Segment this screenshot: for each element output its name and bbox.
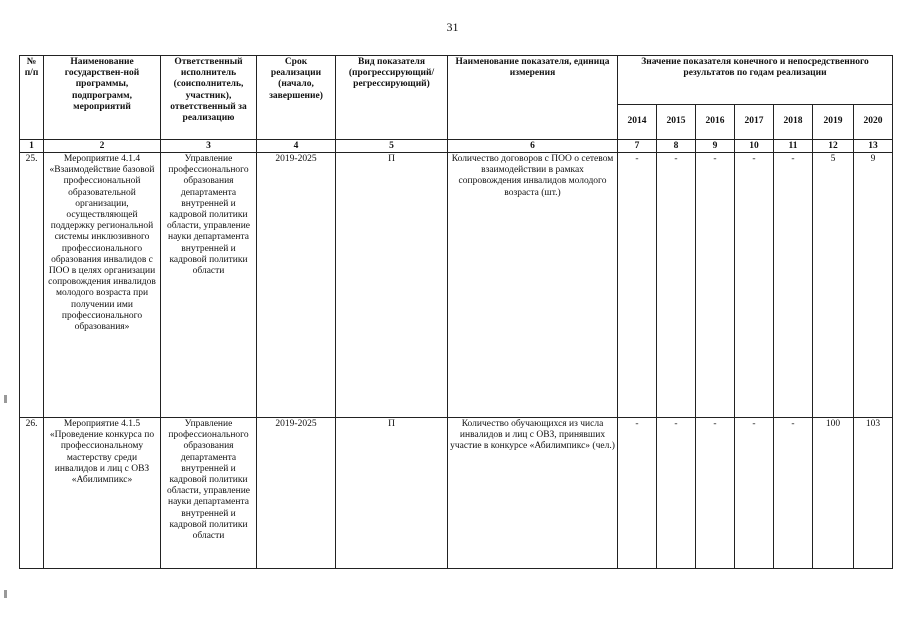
column-number: 9: [696, 140, 735, 153]
period: 2019-2025: [257, 153, 336, 418]
value-2015: -: [657, 418, 696, 569]
executor: Управление профессионального образования департамента внутренней и кадровой политики области, управление науки департамента внутренней и кадровой политики области: [161, 153, 257, 418]
column-number: 8: [657, 140, 696, 153]
value-2018: -: [774, 153, 813, 418]
value-2016: -: [696, 418, 735, 569]
period: 2019-2025: [257, 418, 336, 569]
column-number-row: [20, 140, 893, 153]
value-2018: -: [774, 418, 813, 569]
column-number: 3: [161, 140, 257, 153]
header-year: 2019: [813, 105, 854, 140]
measure-name: Мероприятие 4.1.4 «Взаимодействие базовой профессиональной образовательной организации, осуществляющей поддержку региональной системы инклюзивного профессионального образования инвалидов с ПОО в целях организации сопровождения инвалидов молодого возраста при получении ими профессионального образования»: [44, 153, 161, 418]
value-2016: -: [696, 153, 735, 418]
column-number: 13: [854, 140, 893, 153]
value-2020: 103: [854, 418, 893, 569]
binding-mark: [4, 590, 7, 598]
header-year: 2017: [735, 105, 774, 140]
value-2015: -: [657, 153, 696, 418]
value-2017: -: [735, 153, 774, 418]
row-number: 26.: [20, 418, 44, 569]
header-number: № п/п: [20, 56, 44, 140]
indicator-type: П: [336, 153, 448, 418]
header-indicator-type: Вид показателя (прогрессирующий/ регрессирующий): [336, 56, 448, 140]
column-number: 1: [20, 140, 44, 153]
column-number: 4: [257, 140, 336, 153]
header-year: 2018: [774, 105, 813, 140]
indicators-table: [19, 55, 893, 569]
column-number: 11: [774, 140, 813, 153]
table-row: [20, 153, 893, 418]
header-indicator-name: Наименование показателя, единица измерения: [448, 56, 618, 140]
page-number: 31: [446, 20, 459, 34]
value-2019: 5: [813, 153, 854, 418]
column-number: 5: [336, 140, 448, 153]
header-year: 2016: [696, 105, 735, 140]
indicator-type: П: [336, 418, 448, 569]
row-number: 25.: [20, 153, 44, 418]
indicator-name: Количество обучающихся из числа инвалидов и лиц с ОВЗ, принявших участие в конкурсе «Абилимпикс» (чел.): [448, 418, 618, 569]
header-year: 2014: [618, 105, 657, 140]
header-program-name: Наименование государствен-ной программы, подпрограмм, мероприятий: [44, 56, 161, 140]
value-2014: -: [618, 418, 657, 569]
header-year: 2015: [657, 105, 696, 140]
header-executor: Ответственный исполнитель (соисполнитель, участник), ответственный за реализацию: [161, 56, 257, 140]
column-number: 7: [618, 140, 657, 153]
indicator-name: Количество договоров с ПОО о сетевом взаимодействии в рамках сопровождения инвалидов молодого возраста (шт.): [448, 153, 618, 418]
column-number: 12: [813, 140, 854, 153]
value-2017: -: [735, 418, 774, 569]
value-2014: -: [618, 153, 657, 418]
value-2020: 9: [854, 153, 893, 418]
header-period: Срок реализации (начало, завершение): [257, 56, 336, 140]
value-2019: 100: [813, 418, 854, 569]
column-number: 2: [44, 140, 161, 153]
column-number: 6: [448, 140, 618, 153]
header-year: 2020: [854, 105, 893, 140]
header-values-group: Значение показателя конечного и непосредственного результатов по годам реализации: [618, 56, 893, 105]
column-number: 10: [735, 140, 774, 153]
executor: Управление профессионального образования департамента внутренней и кадровой политики области, управление науки департамента внутренней и кадровой политики области: [161, 418, 257, 569]
binding-mark: [4, 395, 7, 403]
table-row: [20, 418, 893, 569]
measure-name: Мероприятие 4.1.5 «Проведение конкурса по профессиональному мастерству среди инвалидов и лиц с ОВЗ «Абилимпикс»: [44, 418, 161, 569]
